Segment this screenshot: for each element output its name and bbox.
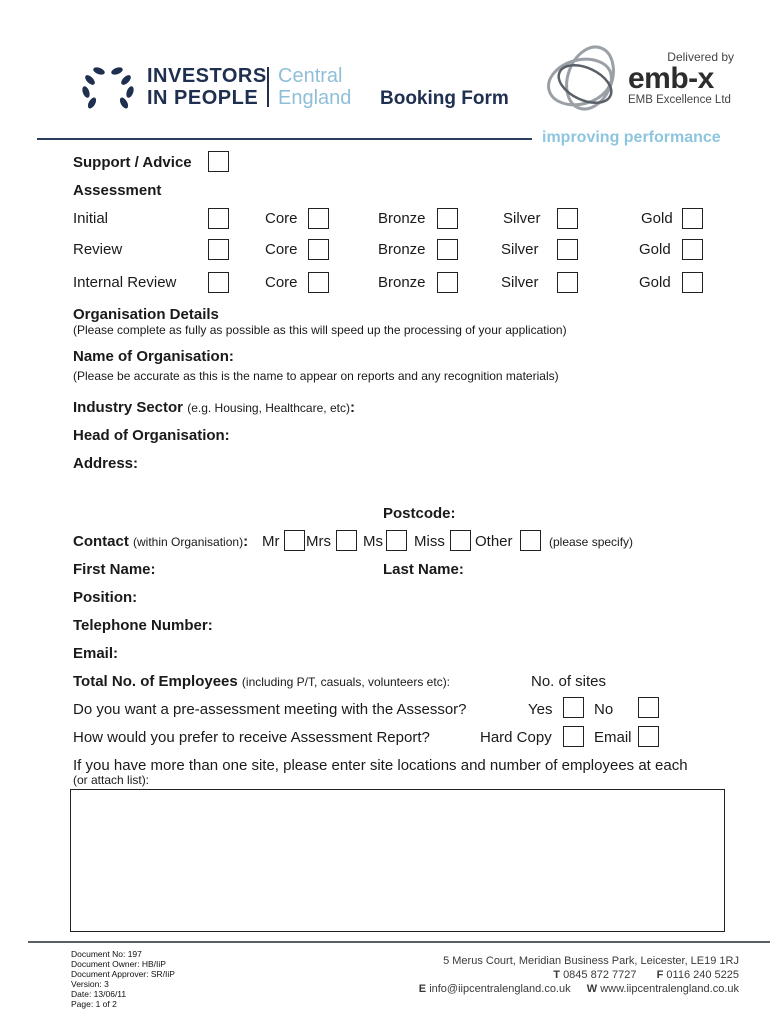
report-question: How would you prefer to receive Assessment Report? (73, 729, 430, 746)
industry-sector-hint: (e.g. Housing, Healthcare, etc) (187, 401, 350, 415)
document-info (71, 949, 175, 1009)
form-title: Booking Form (380, 88, 509, 109)
title-ms-label: Ms (363, 533, 383, 550)
internal-gold-label: Gold (639, 274, 671, 291)
org-details-heading: Organisation Details (73, 306, 219, 323)
pre-assessment-yes-checkbox[interactable] (563, 697, 584, 718)
initial-checkbox[interactable] (208, 208, 229, 229)
doc-no: Document No: 197 (71, 949, 142, 959)
initial-core-checkbox[interactable] (308, 208, 329, 229)
review-bronze-label: Bronze (378, 241, 426, 258)
title-mr-checkbox[interactable] (284, 530, 305, 551)
contact-label-group (73, 533, 248, 550)
internal-core-checkbox[interactable] (308, 272, 329, 293)
logo-divider (267, 67, 269, 107)
email-link[interactable]: info@iipcentralengland.co.uk (429, 983, 571, 995)
employees-field[interactable] (73, 673, 450, 690)
name-of-org-note: (Please be accurate as this is the name to appear on reports and any recognition materials) (73, 369, 559, 383)
report-hard-copy-checkbox[interactable] (563, 726, 584, 747)
title-ms-checkbox[interactable] (386, 530, 407, 551)
position-label: Position: (73, 589, 138, 606)
doc-date: Date: 13/06/11 (71, 989, 127, 999)
report-email-label: Email (594, 729, 632, 746)
pre-assessment-yes-label: Yes (528, 701, 553, 718)
contact-label: Contact (73, 533, 129, 550)
footer-phone-line (553, 969, 739, 981)
internal-gold-checkbox[interactable] (682, 272, 703, 293)
partner-name: emb-x (628, 62, 714, 95)
name-of-org-label: Name of Organisation: (73, 348, 234, 365)
title-miss-label: Miss (414, 533, 445, 550)
review-core-label: Core (265, 241, 298, 258)
industry-sector-colon: : (349, 399, 355, 416)
title-mrs-label: Mrs (306, 533, 331, 550)
title-miss-checkbox[interactable] (450, 530, 471, 551)
initial-silver-checkbox[interactable] (557, 208, 578, 229)
support-advice-label: Support / Advice (73, 154, 192, 171)
pre-assessment-question: Do you want a pre-assessment meeting with the Assessor? (73, 701, 467, 718)
email-contact-label: E (418, 983, 427, 995)
logo-line-2: IN PEOPLE (147, 87, 259, 109)
address-label: Address: (73, 455, 139, 472)
review-silver-checkbox[interactable] (557, 239, 578, 260)
doc-version: Version: 3 (71, 979, 109, 989)
title-mr-label: Mr (262, 533, 280, 550)
internal-silver-checkbox[interactable] (557, 272, 578, 293)
sites-question: If you have more than one site, please enter site locations and number of employees at each (73, 757, 688, 774)
fax-number: 0116 240 5225 (666, 969, 739, 981)
initial-bronze-checkbox[interactable] (437, 208, 458, 229)
laurel-icon (78, 62, 138, 112)
logo-line-1: INVESTORS (147, 65, 267, 87)
email-label: Email: (73, 645, 119, 662)
employees-label: Total No. of Employees (73, 673, 238, 690)
review-gold-checkbox[interactable] (682, 239, 703, 260)
doc-owner: Document Owner: HB/IiP (71, 959, 166, 969)
emb-x-logo-icon (535, 40, 635, 120)
footer-divider (28, 941, 770, 943)
industry-sector-label: Industry Sector (73, 399, 184, 416)
review-checkbox[interactable] (208, 239, 229, 260)
internal-bronze-checkbox[interactable] (437, 272, 458, 293)
employees-hint: (including P/T, casuals, volunteers etc): (241, 675, 451, 689)
region-line-1: Central (278, 65, 343, 87)
footer-contact-line (419, 983, 739, 995)
initial-gold-checkbox[interactable] (682, 208, 703, 229)
review-gold-label: Gold (639, 241, 671, 258)
internal-silver-label: Silver (501, 274, 539, 291)
internal-bronze-label: Bronze (378, 274, 426, 291)
report-hard-copy-label: Hard Copy (480, 729, 552, 746)
header-divider (37, 138, 532, 140)
support-advice-checkbox[interactable] (208, 151, 229, 172)
delivered-by-text: Delivered by (667, 50, 734, 64)
web-label: W (586, 983, 598, 995)
initial-silver-label: Silver (503, 210, 541, 227)
footer-address: 5 Merus Court, Meridian Business Park, Leicester, LE19 1RJ (443, 955, 739, 967)
doc-page: Page: 1 of 2 (71, 999, 117, 1009)
report-email-checkbox[interactable] (638, 726, 659, 747)
no-of-sites-label: No. of sites (531, 673, 607, 690)
initial-gold-label: Gold (641, 210, 673, 227)
tel-label: T (553, 969, 560, 981)
title-other-label: Other (475, 533, 513, 550)
internal-review-checkbox[interactable] (208, 272, 229, 293)
initial-bronze-label: Bronze (378, 210, 426, 227)
sites-note: (or attach list): (73, 773, 150, 787)
tel-number: 0845 872 7727 (563, 969, 637, 981)
row-label-review: Review (73, 241, 123, 258)
pre-assessment-no-label: No (594, 701, 614, 718)
internal-core-label: Core (265, 274, 298, 291)
web-link[interactable]: www.iipcentralengland.co.uk (600, 983, 739, 995)
industry-sector-field[interactable] (73, 399, 355, 416)
review-bronze-checkbox[interactable] (437, 239, 458, 260)
first-name-label: First Name: (73, 561, 156, 578)
org-details-note: (Please complete as fully as possible as this will speed up the processing of your application) (73, 323, 567, 337)
title-mrs-checkbox[interactable] (336, 530, 357, 551)
last-name-label: Last Name: (383, 561, 464, 578)
tagline: improving performance (542, 129, 721, 146)
contact-hint: (within Organisation) (133, 535, 244, 549)
review-core-checkbox[interactable] (308, 239, 329, 260)
region-line-2: England (278, 87, 352, 109)
title-other-checkbox[interactable] (520, 530, 541, 551)
row-label-internal-review: Internal Review (73, 274, 177, 291)
sites-textarea[interactable] (70, 789, 725, 932)
review-silver-label: Silver (501, 241, 539, 258)
please-specify-text: (please specify) (549, 535, 634, 549)
pre-assessment-no-checkbox[interactable] (638, 697, 659, 718)
contact-colon: : (243, 533, 249, 550)
head-of-org-label: Head of Organisation: (73, 427, 230, 444)
assessment-heading: Assessment (73, 182, 162, 199)
postcode-label: Postcode: (383, 505, 456, 522)
row-label-initial: Initial (73, 210, 109, 227)
telephone-label: Telephone Number: (73, 617, 213, 634)
initial-core-label: Core (265, 210, 298, 227)
fax-label: F (656, 969, 664, 981)
partner-subtitle: EMB Excellence Ltd (628, 94, 731, 106)
doc-approver: Document Approver: SR/IiP (71, 969, 175, 979)
